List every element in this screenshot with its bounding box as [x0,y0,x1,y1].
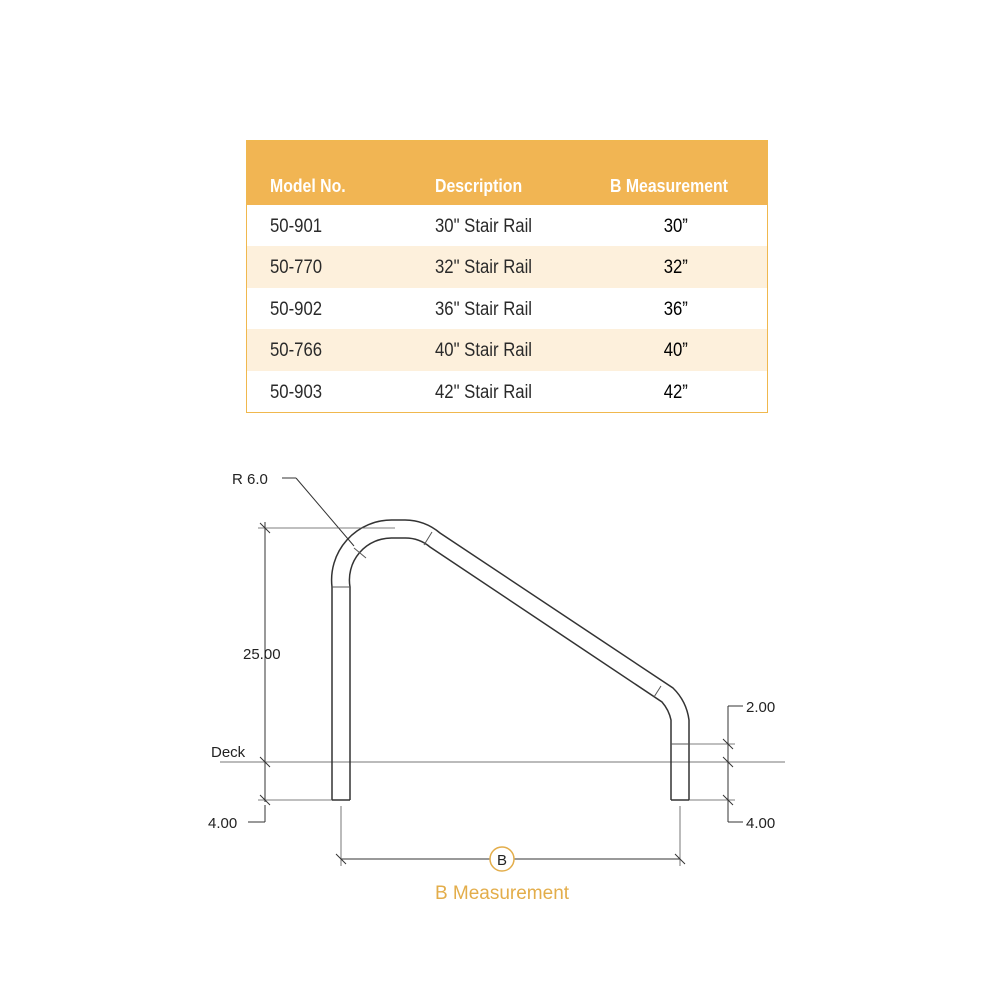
rail-inner [349,538,671,800]
rail-outer [332,520,689,800]
cell-description: 32" Stair Rail [435,257,533,279]
bend-seam [424,532,432,545]
cell-model: 50-903 [270,381,323,403]
right-depth-label: 4.00 [746,815,776,832]
b-caption: B Measurement [434,883,570,904]
cell-model: 50-902 [270,298,323,320]
cell-b: 32” [663,257,688,279]
right-top-label: 2.00 [746,699,776,716]
cell-description: 42" Stair Rail [435,381,533,403]
cell-b: 40” [663,340,688,362]
deck-label: Deck [211,744,246,761]
cell-b: 36” [663,298,688,320]
left-depth-label: 4.00 [208,815,238,832]
header-b-measurement: B Measurement [610,176,728,196]
radius-leader [296,478,354,546]
bend-seam [654,686,661,697]
height-label: 25.00 [243,646,281,663]
radius-label: R 6.0 [232,471,268,488]
cell-model: 50-901 [270,216,323,237]
cell-b: 30” [663,216,688,237]
header-model: Model No. [270,176,346,196]
cell-description: 36" Stair Rail [435,298,533,320]
header-description: Description [435,176,523,196]
b-marker-label: B [496,852,508,869]
cell-model: 50-770 [270,257,323,279]
cell-description: 40" Stair Rail [435,340,533,362]
cell-model: 50-766 [270,340,323,362]
cell-b: 42” [663,381,688,403]
cell-description: 30" Stair Rail [435,216,533,237]
